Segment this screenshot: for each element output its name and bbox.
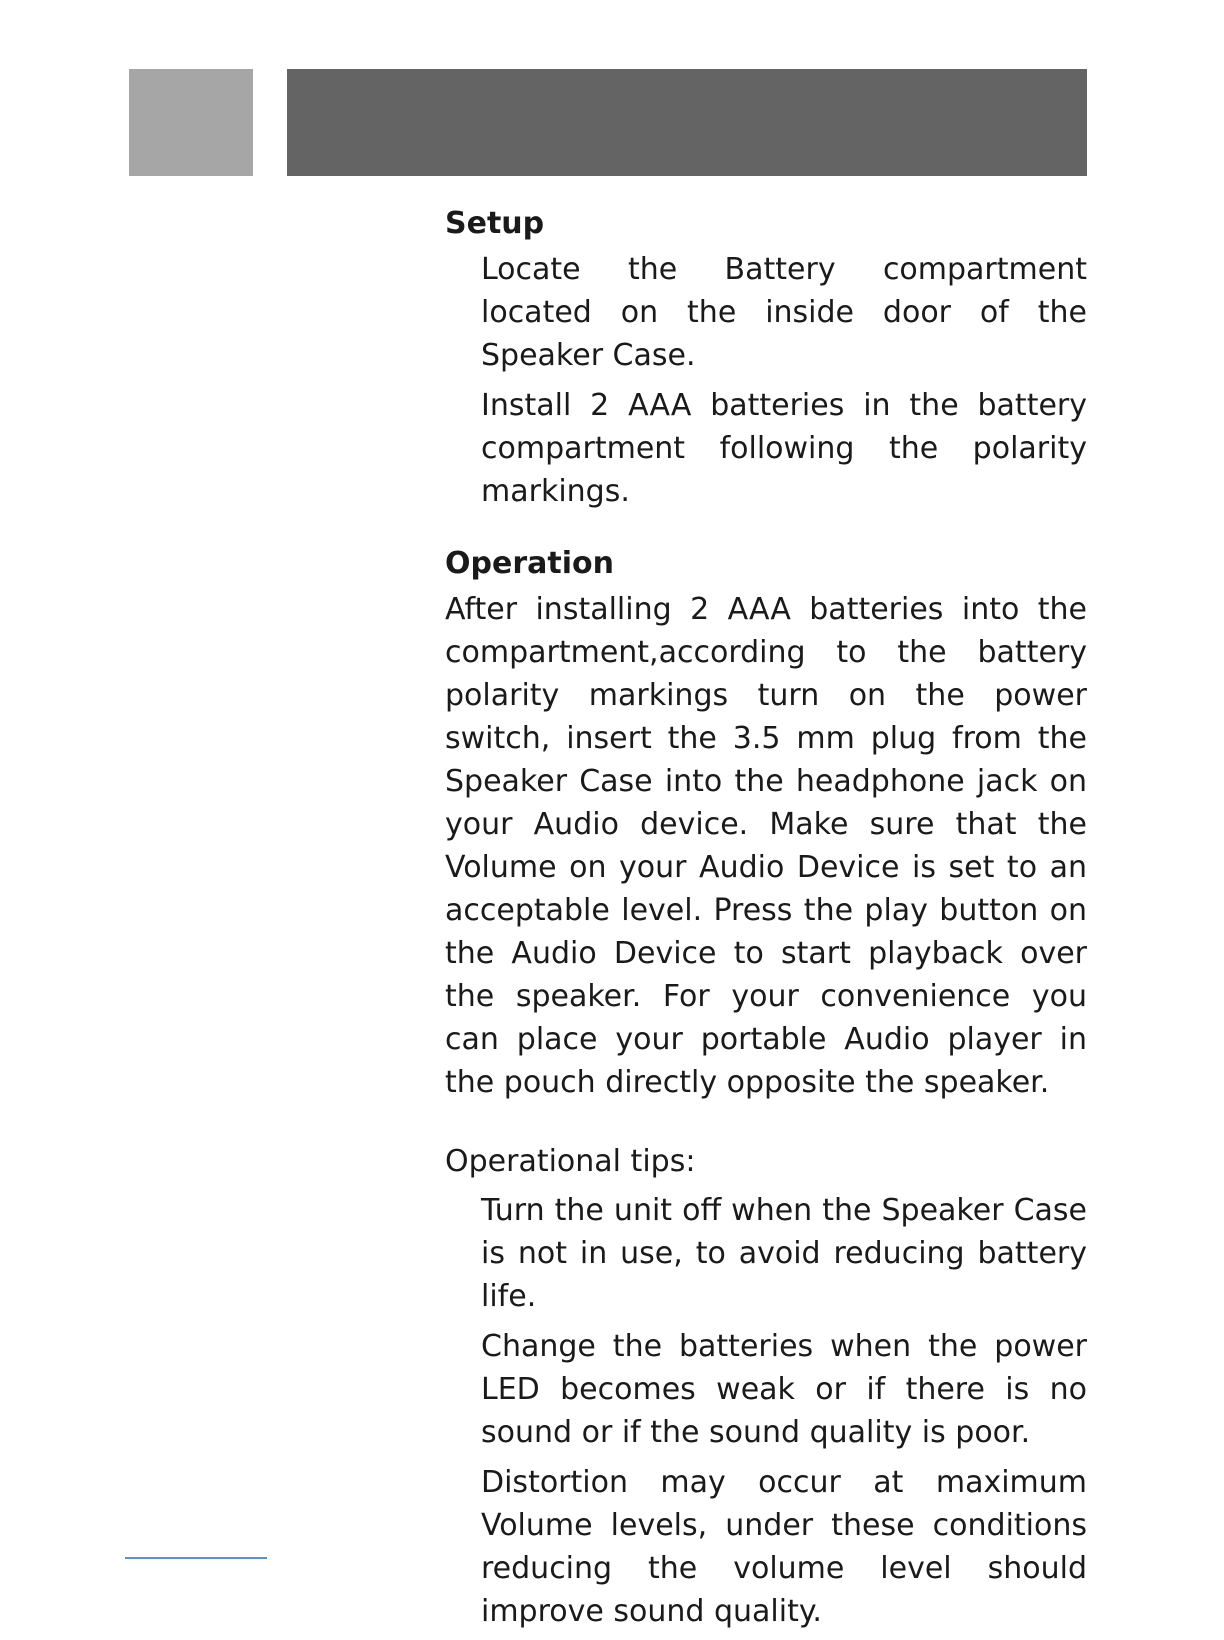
tip-item: Turn the unit off when the Speaker Case is not in use, to avoid reducing battery life. bbox=[481, 1193, 1087, 1314]
setup-heading: Setup bbox=[445, 206, 545, 241]
operation-section bbox=[445, 540, 1087, 1104]
operation-heading: Operation bbox=[445, 546, 614, 581]
header-block-light bbox=[129, 69, 253, 176]
footer-divider bbox=[125, 1557, 267, 1559]
tip-item: Distortion may occur at maximum Volume levels, under these conditions reducing the volume level should improve sound quality. bbox=[481, 1465, 1087, 1629]
tips-section bbox=[445, 1140, 1087, 1633]
tips-label: Operational tips: bbox=[445, 1144, 696, 1179]
setup-item: Locate the Battery compartment located on the inside door of the Speaker Case. bbox=[481, 252, 1087, 373]
setup-section bbox=[445, 200, 1087, 513]
setup-item: Install 2 AAA batteries in the battery compartment following the polarity markings. bbox=[481, 388, 1087, 509]
operation-body: After installing 2 AAA batteries into the compartment,according to the battery polarity markings turn on the power switch, insert the 3.5 mm plug from the Speaker Case into the headphone jack on your Audio device. Make sure that the Volume on your Audio Device is set to an acceptable level. Press the play button on the Audio Device to start playback over the speaker. For your convenience you can place your portable Audio player in the pouch directly opposite the speaker. bbox=[445, 592, 1087, 1100]
header-banner bbox=[287, 69, 1087, 176]
tip-item: Change the batteries when the power LED becomes weak or if there is no sound or if the sound quality is poor. bbox=[481, 1329, 1087, 1450]
page-content bbox=[445, 200, 1087, 1640]
